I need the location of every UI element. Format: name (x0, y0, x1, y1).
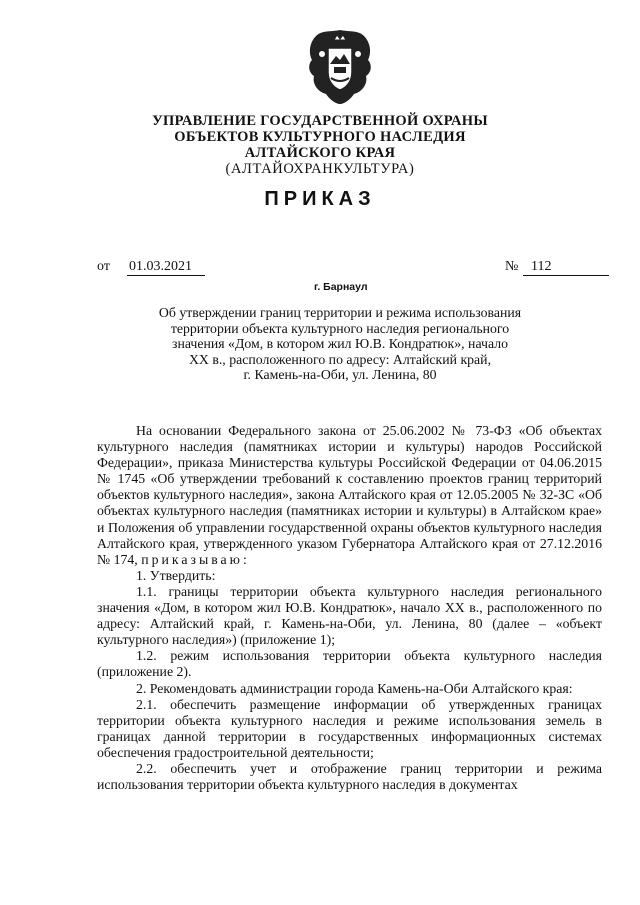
title-line-2: территории объекта культурного наследия регионального (170, 320, 510, 336)
item-2-1: 2.1. обеспечить размещение информации об утвержденных границах территории объекта культурного наследия и режиме использования земель в границах данной территории в государственных информационных системах обеспечения градостроительной деятельности; (97, 696, 602, 760)
number-label: № (505, 259, 519, 274)
title-line-1: Об утверждении границ территории и режима использования (158, 305, 522, 320)
document-number: 112 (523, 259, 609, 276)
authority-line-2: ОБЪЕКТОВ КУЛЬТУРНОГО НАСЛЕДИЯ (174, 129, 466, 145)
item-1-1: 1.1. границы территории объекта культурного наследия регионального значения «Дом, в котором жил Ю.В. Кондратюк», начало XX в., расположенного по адресу: Алтайский край, г. Камень-на-Оби, ул. Ленина, 80 (далее – «объект культурного наследия») (приложение 1); (97, 583, 602, 648)
item-1-2: 1.2. режим использования территории объекта культурного наследия (приложение 2). (97, 648, 602, 680)
date-label: от (97, 259, 110, 274)
item-2: 2. Рекомендовать администрации города Камень-на-Оби Алтайского края: (136, 680, 573, 696)
item-1: 1. Утвердить: (136, 567, 216, 583)
document-title (130, 305, 550, 383)
order-word: приказываю: (141, 551, 250, 567)
coat-of-arms-emblem (300, 24, 380, 108)
document-type-heading: ПРИКАЗ (264, 188, 376, 210)
document-body (97, 423, 602, 793)
document-date: 01.03.2021 (127, 259, 205, 276)
title-line-4: XX в., расположенного по адресу: Алтайский край, (188, 351, 492, 367)
city-label: г. Барнаул (314, 281, 368, 293)
authority-line-3: АЛТАЙСКОГО КРАЯ (244, 145, 396, 161)
authority-line-1: УПРАВЛЕНИЕ ГОСУДАРСТВЕННОЙ ОХРАНЫ (152, 113, 488, 129)
item-2-2: 2.2. обеспечить учет и отображение границ территории и режима использования территории объекта культурного наследия в документах (97, 760, 602, 793)
authority-abbreviation: (АЛТАЙОХРАНКУЛЬТУРА) (225, 161, 415, 177)
preamble-text: На основании Федерального закона от 25.06.2002 № 73-ФЗ «Об объектах культурного наследия (памятниках истории и культуры) народов Российской Федерации», приказа Министерства культуры Российской Федерации от 04.06.2015 № 1745 «Об утверждении требований к составлению проектов границ территорий объектов культурного наследия», закона Алтайского края от 12.05.2005 № 32-ЗС «Об объектах культурного наследия (памятниках истории и культуры) в Алтайском крае» и Положения об управлении государственной охраны объектов культурного наследия Алтайского края, утвержденного указом Губернатора Алтайского края от 27.12.2016 № 174, (97, 423, 602, 567)
issuing-authority (0, 113, 640, 177)
title-line-5: г. Камень-на-Оби, ул. Ленина, 80 (243, 367, 437, 382)
preamble-paragraph (97, 423, 602, 568)
title-line-3: значения «Дом, в котором жил Ю.В. Кондратюк», начало (172, 336, 508, 351)
